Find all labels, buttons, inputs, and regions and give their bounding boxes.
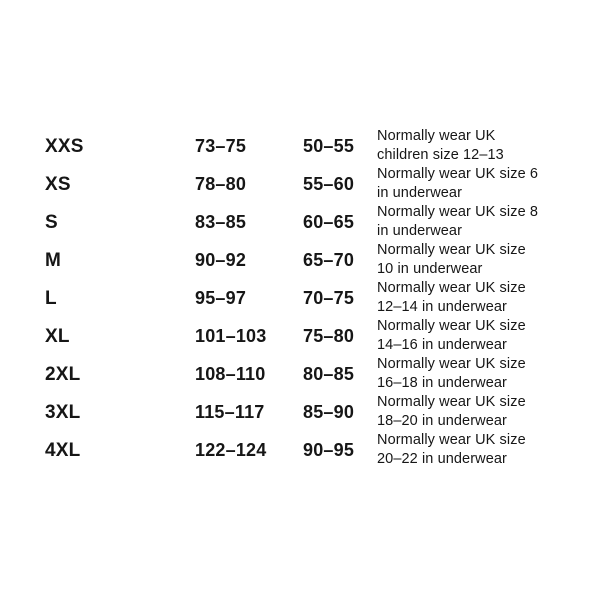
table-row: [45, 393, 550, 431]
measurement-range-2: 90–95: [303, 440, 355, 460]
measurement-range-1: 95–97: [195, 288, 247, 308]
table-row: [45, 241, 550, 279]
measurement-range-2: 70–75: [303, 288, 355, 308]
measurement-range-1: 83–85: [195, 212, 247, 232]
table-row: [45, 355, 550, 393]
size-description-line-1: Normally wear UK size: [377, 318, 526, 334]
table-row: [45, 431, 550, 469]
size-label: M: [45, 249, 62, 271]
measurement-range-1: 90–92: [195, 250, 247, 270]
measurement-range-2: 85–90: [303, 402, 355, 422]
size-description: [377, 279, 550, 317]
size-description-line-1: Normally wear UK size: [377, 280, 526, 296]
size-description-line-2: in underwear: [377, 223, 463, 239]
size-description-line-1: Normally wear UK size: [377, 242, 526, 258]
size-label: XL: [45, 325, 70, 347]
size-description-line-2: 10 in underwear: [377, 261, 483, 277]
size-description-line-1: Normally wear UK size 8: [377, 204, 539, 220]
measurement-range-2: 75–80: [303, 326, 355, 346]
measurement-range-1: 78–80: [195, 174, 247, 194]
size-description-line-2: in underwear: [377, 185, 463, 201]
size-description: [377, 317, 550, 355]
size-label: XXS: [45, 135, 84, 157]
size-label: S: [45, 211, 58, 233]
size-description-line-1: Normally wear UK size 6: [377, 166, 539, 182]
measurement-range-1: 115–117: [195, 402, 265, 422]
table-row: [45, 203, 550, 241]
measurement-range-1: 73–75: [195, 136, 247, 156]
size-description-line-2: 16–18 in underwear: [377, 375, 507, 391]
size-description: [377, 355, 550, 393]
size-label: XS: [45, 173, 71, 195]
measurement-range-2: 55–60: [303, 174, 355, 194]
size-description-line-2: 12–14 in underwear: [377, 299, 507, 315]
measurement-range-2: 60–65: [303, 212, 355, 232]
size-description-line-2: 20–22 in underwear: [377, 451, 507, 467]
measurement-range-1: 101–103: [195, 326, 267, 346]
size-description: [377, 431, 550, 469]
size-label: L: [45, 287, 57, 309]
size-description-line-1: Normally wear UK size: [377, 432, 526, 448]
measurement-range-1: 108–110: [195, 364, 266, 384]
table-row: [45, 165, 550, 203]
size-description: [377, 393, 550, 431]
size-description-line-2: 18–20 in underwear: [377, 413, 507, 429]
size-description-line-1: Normally wear UK: [377, 128, 496, 144]
size-label: 2XL: [45, 363, 81, 385]
size-description: [377, 165, 550, 203]
table-row: [45, 279, 550, 317]
size-description: [377, 203, 550, 241]
size-description-line-1: Normally wear UK size: [377, 394, 526, 410]
measurement-range-1: 122–124: [195, 440, 267, 460]
size-description: [377, 241, 550, 279]
measurement-range-2: 80–85: [303, 364, 355, 384]
size-description-line-1: Normally wear UK size: [377, 356, 526, 372]
measurement-range-2: 50–55: [303, 136, 355, 156]
table-row: [45, 317, 550, 355]
size-label: 3XL: [45, 401, 81, 423]
table-row: [45, 127, 550, 165]
size-description-line-2: children size 12–13: [377, 147, 504, 163]
size-chart-table: [45, 127, 550, 469]
size-description: [377, 127, 550, 165]
measurement-range-2: 65–70: [303, 250, 355, 270]
size-label: 4XL: [45, 439, 81, 461]
size-description-line-2: 14–16 in underwear: [377, 337, 507, 353]
